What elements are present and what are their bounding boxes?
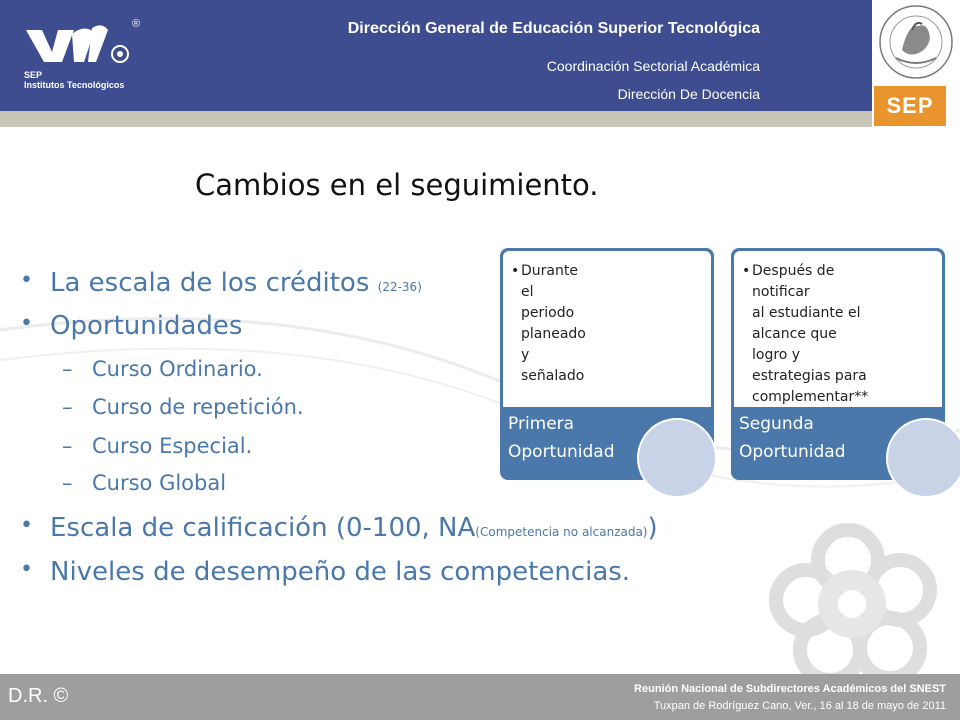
logo-it-text: Institutos Tecnológicos [24, 80, 125, 90]
card-label-line: Primera [508, 414, 575, 434]
dash: – [62, 434, 73, 458]
card-label [739, 410, 846, 466]
slide-title: Cambios en el seguimiento. [195, 168, 599, 202]
footer-location: Tuxpan de Rodríguez Cano, Ver., 16 al 18 de mayo de 2011 [653, 700, 946, 712]
bullet-text [50, 268, 422, 298]
dash: – [62, 471, 73, 495]
bullet-dot: • [20, 311, 33, 336]
sub-bullet-text: Curso Global [92, 471, 227, 495]
bullet-main-text: La escala de los créditos [50, 268, 370, 298]
card-label-line: Oportunidad [739, 442, 846, 462]
decorative-circle [637, 418, 717, 498]
footer-bar [0, 674, 960, 720]
dash: – [62, 395, 73, 419]
card-text-line: alcance que logro y [752, 326, 837, 363]
card-body [734, 251, 942, 407]
decorative-circle [886, 418, 960, 498]
bullet-text: Oportunidades [50, 311, 243, 341]
card-bullet: • [742, 263, 751, 279]
bullet-main-text: Escala de calificación (0-100, NA [50, 513, 476, 543]
card-label-line: Oportunidad [508, 442, 615, 462]
sub-bullet-text: Curso Especial. [92, 434, 253, 458]
sep-it-logo [22, 20, 162, 92]
card-label [508, 410, 615, 466]
bullet-text [50, 513, 658, 543]
bullet-text: Niveles de desempeño de las competencias. [50, 557, 631, 587]
card-text-line: estrategias para [752, 368, 867, 384]
sub-bullet-text: Curso Ordinario. [92, 357, 263, 381]
sep-brand-label: SEP [874, 86, 946, 126]
mexican-seal-icon [872, 0, 960, 86]
card-text-lines [521, 261, 586, 387]
card-text-line: complementar** [752, 389, 869, 405]
bullet-dot: • [20, 513, 33, 538]
card-bullet: • [511, 263, 520, 279]
footer-event: Reunión Nacional de Subdirectores Académicos del SNEST [634, 683, 946, 695]
copyright-label: D.R. © [8, 685, 69, 707]
header-bar [0, 0, 872, 111]
sub-bullet-text: Curso de repetición. [92, 395, 304, 419]
header-stripe [0, 111, 960, 127]
bullet-small-text: (22-36) [377, 280, 422, 294]
logo-caption [24, 70, 124, 90]
card-text-line: Durante el periodo [521, 263, 578, 321]
bullet-dot: • [20, 557, 33, 582]
bullet-small-text: (Competencia no alcanzada) [475, 525, 648, 539]
card-text-line: Después de notificar [752, 263, 835, 300]
logo-sep-text: SEP [24, 70, 43, 80]
header-subtitle-2: Dirección De Docencia [617, 86, 760, 102]
card-text-line: planeado y señalado [521, 326, 586, 384]
dash: – [62, 357, 73, 381]
card-text-line: al estudiante el [752, 305, 861, 321]
it-logo-icon [22, 20, 132, 70]
card-label-line: Segunda [739, 414, 814, 434]
header-main-title: Dirección General de Educación Superior Tecnológica [347, 20, 760, 37]
registered-mark: ® [132, 18, 141, 30]
card-body [503, 251, 711, 407]
bullet-dot: • [20, 268, 33, 293]
header-subtitle-1: Coordinación Sectorial Académica [546, 58, 760, 74]
card-text-lines [752, 261, 868, 408]
bullet-suffix: ) [647, 513, 658, 543]
